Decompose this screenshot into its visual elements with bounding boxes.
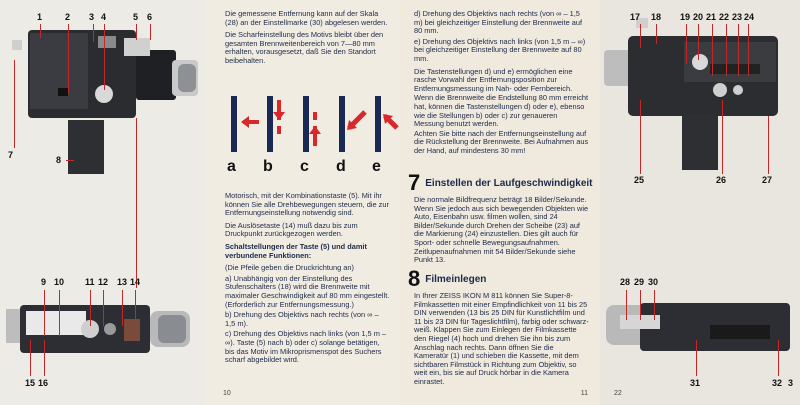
callout-11: 11 [85, 277, 95, 287]
callout-26: 26 [716, 175, 727, 185]
para-endstellung: Wenn die Brennweite die Endstellung 80 mm erreicht hat, können die Tastenstellungen d) oder e), ebenso wie die Stellungen b) oder c) zur genaueren Messung benutzt werden. [414, 93, 589, 129]
callout-15: 15 [25, 378, 36, 388]
callout-30: 30 [648, 277, 659, 287]
callout-21: 21 [706, 12, 717, 22]
page-11 [400, 0, 600, 405]
callout-22: 22 [719, 12, 730, 22]
callout-2: 2 [65, 12, 71, 22]
callout-23: 23 [732, 12, 743, 22]
section-7-title: Einstellen der Laufgeschwindigkeit [425, 177, 593, 189]
item-a: a) Unabhängig von der Einstellung des Stufenschalters (18) wird die Brennweite mit maximaler Geschwindigkeit auf 80 mm eingestellt. (Erforderlich zur Entfernungsmessung.) [225, 273, 390, 309]
diagram-label-b: b [263, 158, 273, 175]
section-8-number: 8 [408, 266, 421, 291]
callout-6: 6 [147, 12, 153, 22]
page-number-10: 10 [223, 390, 231, 397]
page-10 [205, 0, 400, 405]
callout-8: 8 [56, 155, 62, 165]
schalt-heading: Schaltstellungen der Taste (5) und damit verbundene Funktionen: [225, 241, 367, 260]
page-number-22: 22 [614, 390, 622, 397]
diagram-label-c: c [300, 158, 309, 175]
item-b: b) Drehung des Objektivs nach rechts (von ∞ – 1,5 m). [225, 310, 379, 328]
callout-13: 13 [117, 277, 128, 287]
callout-17: 17 [630, 12, 641, 22]
section-8-body: In Ihrer ZEISS IKON M 811 können Sie Super-8-Filmkassetten mit einer Empfindlichkeit von 11 bis 25 DIN verwenden (13 bis 25 DIN für Kunstlichtfilm und 11 bis 23 DIN für Tageslichtfilm), farbig oder schwarz-weiß. Klappen Sie zum Einlegen der Filmkassette den Riegel (4) hoch und drehen Sie ihn bis zum Anschlag nach rechts. Dann öffnen Sie die Kameratür (1) und schieben die Kassette, mit dem sichtbaren Filmstück in Richtung zum Objektiv, so weit ein, bis sie auf Druck hörbar in die Kamera einrastet. [414, 291, 589, 386]
callout-10: 10 [54, 277, 65, 287]
diagram-e [375, 96, 397, 152]
callout-25: 25 [634, 175, 645, 185]
page11-text [414, 10, 589, 160]
callout-20: 20 [693, 12, 704, 22]
section-7-heading [408, 172, 593, 194]
callout-28: 28 [620, 277, 631, 287]
para-focus: Die Scharfeinstellung des Motivs bleibt über den gesamten Brennweitenbereich von 7—80 mm erhalten, vorausgesetzt, daß Sie den Standort beibehalten. [225, 30, 384, 65]
camera-front-illustration [0, 0, 205, 200]
callout-16: 16 [38, 378, 49, 388]
diagram-label-a: a [227, 158, 236, 175]
diagram-a [231, 96, 259, 152]
section-8-heading [408, 268, 486, 290]
para-motorisch: Motorisch, mit der Kombinationstaste (5). Mit ihr können Sie alle Drehbewegungen steuern, die zur Entfernungseinstellung notwendig sind. [225, 191, 389, 218]
page-number-11: 11 [580, 390, 588, 397]
item-c: c) Drehung des Objektivs nach links (von 1,5 m – ∞). Taste (5) nach b) oder c) solange betätigen, bis das Motiv im Mikroprismenspot des Suchers scharf abgebildet wird. [225, 329, 387, 365]
callout-24: 24 [744, 12, 755, 22]
callout-19: 19 [680, 12, 691, 22]
callout-9: 9 [41, 277, 47, 287]
callout-1: 1 [37, 12, 43, 22]
para-ausloese: Die Auslösetaste (14) muß dazu bis zum Druckpunkt zurückgezogen werden. [225, 220, 358, 239]
section-8-title: Filmeinlegen [425, 273, 487, 285]
section-7-number: 7 [408, 170, 421, 195]
callout-4: 4 [101, 12, 107, 22]
intro-text [225, 10, 390, 70]
page-right-illustrations [600, 0, 800, 405]
callout-5: 5 [133, 12, 139, 22]
item-d: d) Drehung des Objektivs nach rechts (von ∞ – 1,5 m) bei gleichzeitiger Einstellung der Brennweite auf 80 mm. [414, 9, 583, 36]
diagram-label-d: d [336, 158, 346, 175]
callout-12: 12 [98, 277, 109, 287]
callout-18: 18 [651, 12, 662, 22]
motor-text [225, 192, 390, 369]
diagram-label-e: e [372, 158, 381, 175]
callout-3: 3 [89, 12, 95, 22]
button-positions-diagram [219, 92, 399, 162]
para-scale: Die gemessene Entfernung kann auf der Skala (28) an der Einstellmarke (30) abgelesen werden. [225, 9, 388, 27]
section-7-body: Die normale Bildfrequenz beträgt 18 Bilder/Sekunde. Wenn Sie jedoch aus sich bewegenden Objekten wie Auto, Eisenbahn usw. filmen wollen, sind 24 Bilder/Sekunde durch Drehen der Scheibe (23) auf die Markierung (24) einzustellen. Dies gilt auch für Sport- oder schnelle Bewegungsaufnahmen. Zeitlupenaufnahmen mit 54 Bilder/Sekunde siehe Punkt 13. [414, 195, 589, 265]
para-rueckstellung: Achten Sie bitte nach der Entfernungseinstellung auf die Rückstellung der Brennweite. Bei Aufnahmen aus der Hand, auf mindestens 30 mm! [414, 128, 589, 155]
callout-32: 32 [772, 378, 783, 388]
page-left-illustrations [0, 0, 205, 405]
camera-side-illustration [600, 0, 800, 200]
callout-31: 31 [690, 378, 701, 388]
section-8-text [414, 292, 589, 391]
para-preselect: Die Tastenstellungen d) und e) ermöglichen eine rasche Vorwahl der Entfernungsposition zur Entfernungsmessung im Nah- oder Fernbereich. [414, 66, 573, 93]
callout-27: 27 [762, 175, 773, 185]
callout-3-right: 3 [788, 378, 794, 388]
diagram-c [303, 96, 321, 152]
callout-7: 7 [8, 150, 14, 160]
section-7-text [414, 196, 589, 269]
callout-29: 29 [634, 277, 645, 287]
item-e: e) Drehung des Objektivs nach links (von 1,5 m – ∞) bei gleichzeitiger Einstellung der Brennweite auf 80 mm. [414, 36, 586, 63]
diagram-d [339, 96, 365, 152]
callout-14: 14 [130, 277, 141, 287]
diagram-b [267, 96, 285, 152]
schalt-subheading: (Die Pfeile geben die Druckrichtung an) [225, 263, 354, 273]
